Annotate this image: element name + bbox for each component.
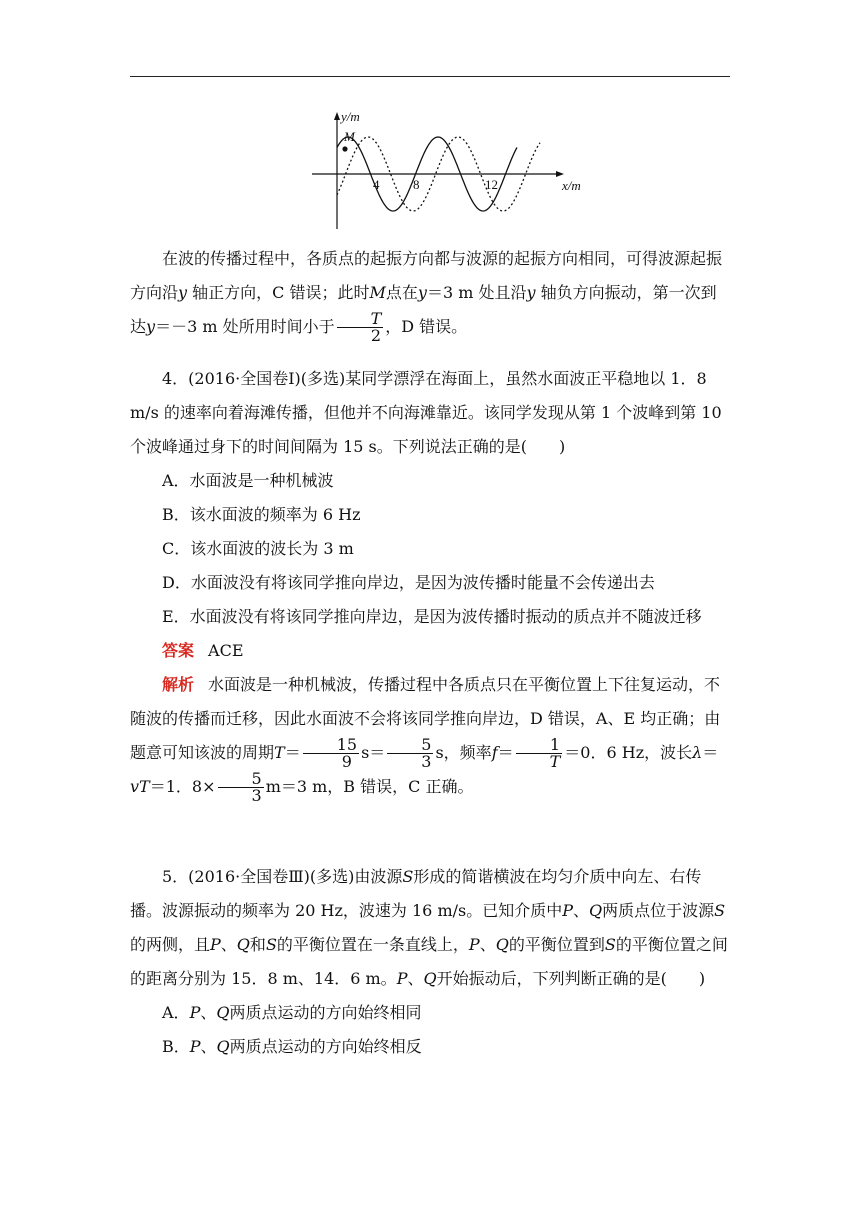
q5-option-b: B．P、Q两质点运动的方向始终相反 (162, 1037, 422, 1056)
fraction-5-3: $\frac{5}{3}$ (387, 737, 433, 770)
point-m-label: M (344, 129, 355, 144)
prev-expl-paragraph: 在波的传播过程中，各质点的起振方向都与波源的起振方向相同，可得波源起振方向沿y 轴正方向，C 错误；此时M点在y＝3 m 处且沿y 轴负方向振动，第一次到达y＝－3 m 处所用时间小于 $\frac{T}{2}$ ，D 错误。 (130, 249, 723, 345)
x-axis-arrow (556, 171, 564, 177)
q4-explanation: 解析 水面波是一种机械波，传播过程中各质点只在平衡位置上下往复运动，不随波的传播而迁移，因此水面波不会将该同学推向岸边，D 错误，A、E 均正确；由题意可知该波的周期T＝ $\frac{15}{9}$ s＝ $\frac{5}{3}$ s，频率f＝ $\frac{1}{T}$ ＝0．6 Hz，波长λ＝vT＝1．8× $\frac{5}{3}$ m＝3 m，B 错误，C 正确。 (130, 675, 721, 805)
prev-explanation (130, 242, 730, 344)
x-tick-8: 8 (413, 177, 420, 192)
fraction-t-over-2: $\frac{T}{2}$ (337, 311, 384, 344)
y-axis-label: y/m (341, 109, 360, 124)
q4-option-e: E．水面波没有将该同学推向岸边，是因为波传播时振动的质点并不随波迁移 (162, 607, 702, 626)
x-tick-12: 12 (485, 177, 498, 192)
q4-stem: 4．(2016·全国卷Ⅰ)(多选)某同学漂浮在海面上，虽然水面波正平稳地以 1．8 m/s 的速率向着海滩传播，但他并不向海滩靠近。该同学发现从第 1 个波峰到第 10 个波峰通过身下的时间间隔为 15 s。下列说法正确的是( ) (130, 369, 722, 456)
question-5 (130, 860, 730, 1064)
q5-stem: 5．(2016·全国卷Ⅲ)(多选)由波源S形成的简谐横波在均匀介质中向左、右传播。波源振动的频率为 20 Hz，波速为 16 m/s。已知介质中P、Q两质点位于波源S的两侧，且P、Q和S的平衡位置在一条直线上，P、Q的平衡位置到S的平衡位置之间的距离分别为 15．8 m、14．6 m。P、Q开始振动后，下列判断正确的是( ) (130, 867, 728, 988)
fraction-1-t: $\frac{1}{T}$ (516, 737, 563, 770)
q5-option-a: A．P、Q两质点运动的方向始终相同 (162, 1003, 422, 1022)
x-axis-label: x/m (562, 178, 581, 193)
wave-graph (300, 104, 600, 234)
answer-value: ACE (208, 641, 244, 660)
wave-figure (300, 104, 600, 234)
fraction-5-3-b: $\frac{5}{3}$ (218, 771, 264, 804)
point-m (342, 146, 347, 151)
q4-option-b: B．该水面波的频率为 6 Hz (162, 505, 361, 524)
fraction-15-9: $\frac{15}{9}$ (303, 737, 359, 770)
q4-option-a: A．水面波是一种机械波 (162, 471, 334, 490)
q4-answer (130, 634, 730, 668)
question-4 (130, 362, 730, 804)
explanation-label: 解析 (162, 675, 195, 694)
answer-label: 答案 (162, 641, 195, 660)
q4-option-c: C．该水面波的波长为 3 m (162, 539, 354, 558)
q4-option-d: D．水面波没有将该同学推向岸边，是因为波传播时能量不会传递出去 (162, 573, 655, 592)
header-rule (130, 76, 730, 77)
y-axis-arrow (334, 112, 340, 120)
x-tick-4: 4 (373, 177, 380, 192)
